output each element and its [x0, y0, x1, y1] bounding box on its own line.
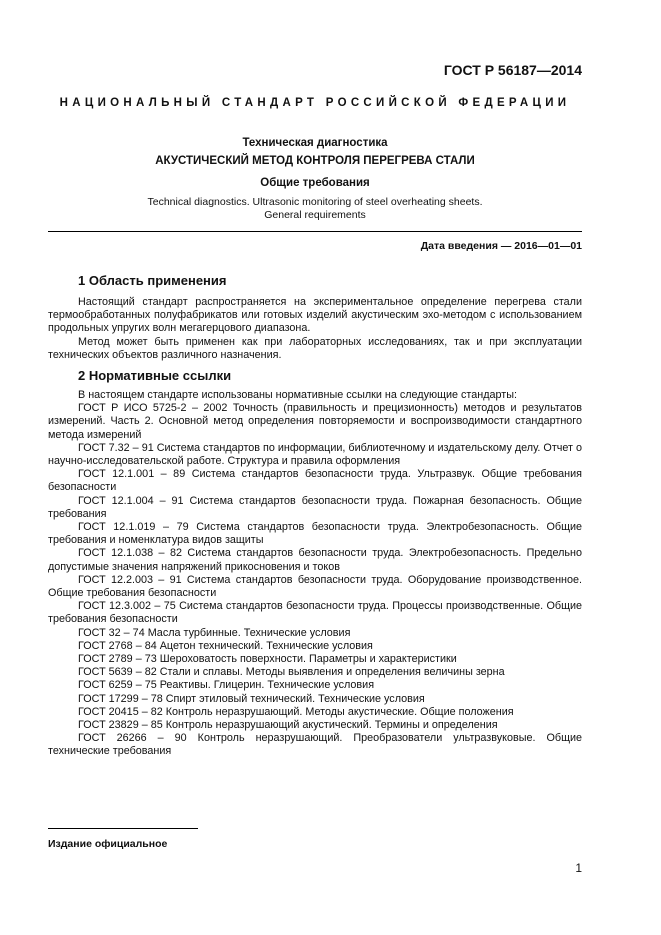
reference-item: ГОСТ 12.3.002 – 75 Система стандартов безопасности труда. Процессы производственные. Общие требования безопасности [48, 600, 582, 626]
title-category: Техническая диагностика [242, 137, 388, 149]
national-standard-banner: НАЦИОНАЛЬНЫЙ СТАНДАРТ РОССИЙСКОЙ ФЕДЕРАЦИИ [59, 97, 571, 109]
edition-note: Издание официальное [48, 838, 168, 850]
reference-item: ГОСТ Р ИСО 5725-2 – 2002 Точность (правильность и прецизионность) методов и результатов измерений. Часть 2. Основной метод определения повторяемости и воспроизводимости стандартного метода измерений [48, 402, 582, 441]
title-subtitle: Общие требования [260, 177, 370, 189]
reference-item: ГОСТ 23829 – 85 Контроль неразрушающий акустический. Термины и определения [78, 719, 498, 732]
reference-item: ГОСТ 17299 – 78 Спирт этиловый технический. Технические условия [78, 692, 425, 705]
document-number: ГОСТ Р 56187—2014 [443, 62, 582, 78]
reference-item: ГОСТ 6259 – 75 Реактивы. Глицерин. Технические условия [78, 679, 375, 692]
footer-divider [48, 828, 198, 829]
reference-item: ГОСТ 7.32 – 91 Система стандартов по информации, библиотечному и издательскому делу. Отчет о научно-исследовательской работе. Структура и правила оформления [48, 441, 582, 468]
paragraph: Метод может быть применен как при лабораторных исследованиях, так и при эксплуатации технических объектов различного назначения. [48, 335, 582, 361]
title-english-line2: General requirements [264, 209, 366, 221]
reference-intro: В настоящем стандарте использованы нормативные ссылки на следующие стандарты: [78, 389, 517, 401]
reference-item: ГОСТ 26266 – 90 Контроль неразрушающий. Преобразователи ультразвуковые. Общие технические требования [48, 732, 582, 758]
section-scope-body [48, 296, 582, 362]
reference-item: ГОСТ 20415 – 82 Контроль неразрушающий. Методы акустические. Общие положения [78, 705, 514, 718]
reference-item: ГОСТ 12.1.001 – 89 Система стандартов безопасности труда. Ультразвук. Общие требования безопасности [48, 468, 582, 494]
reference-item: ГОСТ 32 – 74 Масла турбинные. Технические условия [78, 626, 351, 639]
title-english-line1: Technical diagnostics. Ultrasonic monitoring of steel overheating sheets. [147, 196, 483, 208]
reference-item: ГОСТ 12.1.004 – 91 Система стандартов безопасности труда. Пожарная безопасность. Общие требования [48, 494, 582, 520]
section-heading-scope: 1 Область применения [78, 273, 227, 288]
reference-item: ГОСТ 12.1.019 – 79 Система стандартов безопасности труда. Электробезопасность. Общие требования и номенклатура видов защиты [48, 521, 582, 547]
title-main: АКУСТИЧЕСКИЙ МЕТОД КОНТРОЛЯ ПЕРЕГРЕВА СТАЛИ [155, 155, 475, 167]
reference-item: ГОСТ 5639 – 82 Стали и сплавы. Методы выявления и определения величины зерна [78, 666, 505, 679]
reference-item: ГОСТ 12.1.038 – 82 Система стандартов безопасности труда. Электробезопасность. Предельно допустимые значения напряжений прикосновения и токов [48, 547, 582, 573]
reference-item: ГОСТ 12.2.003 – 91 Система стандартов безопасности труда. Оборудование производственное. Общие требования безопасности [48, 573, 582, 600]
page-number: 1 [575, 861, 582, 875]
title-english [48, 196, 582, 222]
introduction-date: Дата введения — 2016—01—01 [420, 240, 582, 252]
reference-item: ГОСТ 2768 – 84 Ацетон технический. Технические условия [78, 639, 373, 652]
section-heading-references: 2 Нормативные ссылки [78, 368, 232, 383]
title-divider [48, 231, 582, 232]
paragraph: Настоящий стандарт распространяется на экспериментальное определение перегрева стали термообработанных полуфабрикатов или готовых изделий акустическим эхо-методом с использованием продольных упругих волн мегагерцового диапазона. [48, 296, 582, 335]
reference-item: ГОСТ 2789 – 73 Шероховатость поверхности. Параметры и характеристики [78, 653, 457, 666]
section-references-body [48, 389, 582, 759]
